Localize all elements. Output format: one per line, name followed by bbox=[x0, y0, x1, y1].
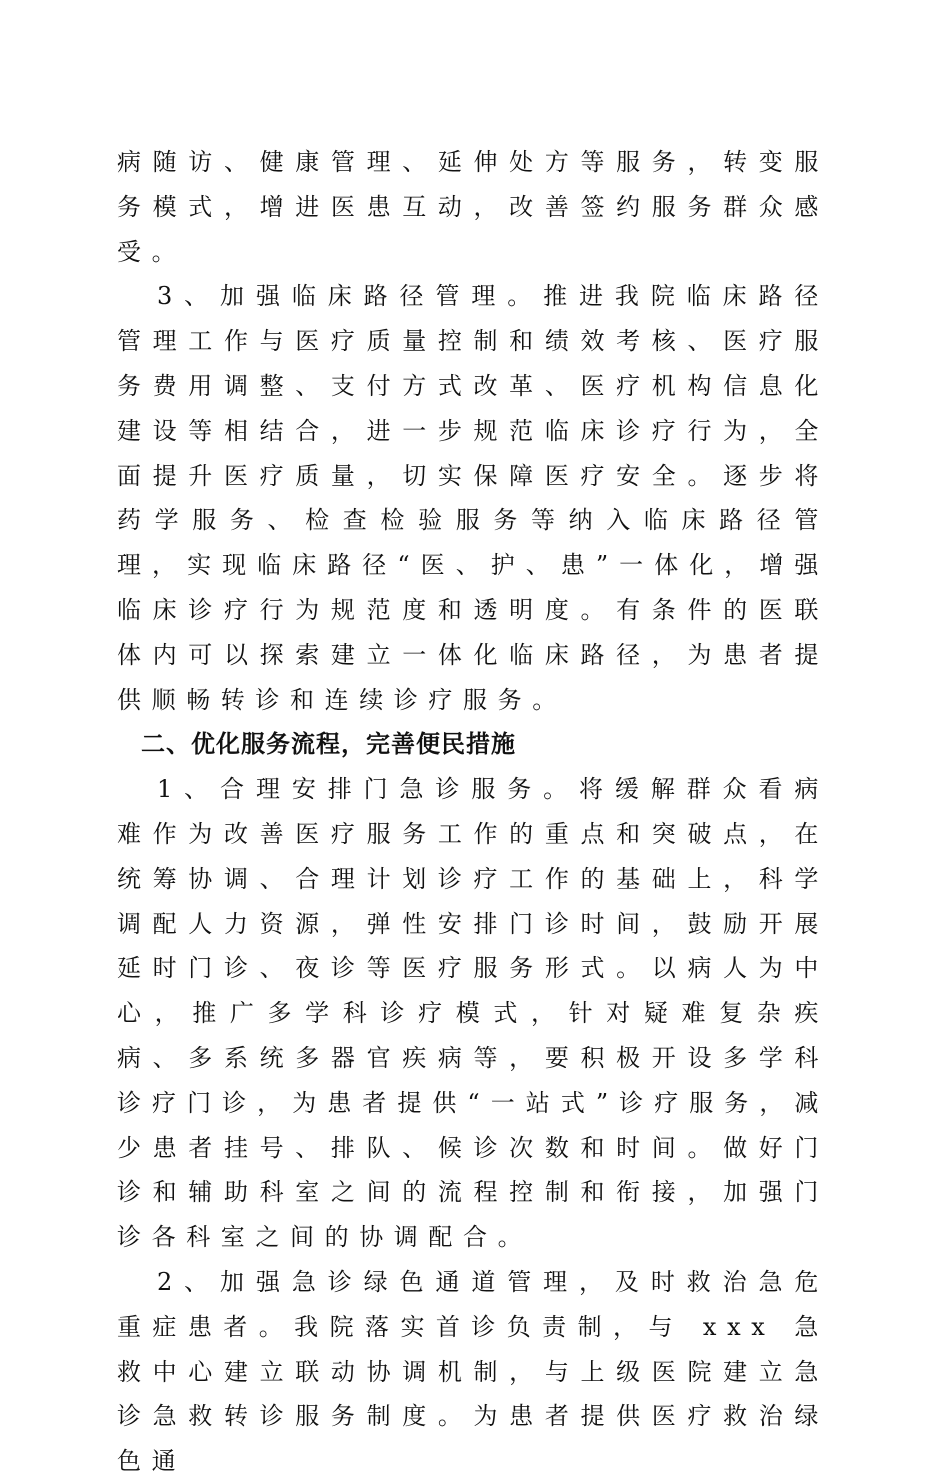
document-page bbox=[117, 140, 829, 1484]
paragraph-green-channel: 2、加强急诊绿色通道管理，及时救治急危重症患者。我院落实首诊负责制，与 xxx 急救中心建立联动协调机制，与上级医院建立急诊急救转诊服务制度。为患者提供医疗救治绿色通 bbox=[117, 1267, 829, 1476]
section-heading-optimize-service: 二、优化服务流程，完善便民措施 bbox=[141, 730, 516, 759]
paragraph-followup-services: 病随访、健康管理、延伸处方等服务，转变服务模式，增进医患互动，改善签约服务群众感受。 bbox=[117, 148, 829, 266]
paragraph-clinical-pathway: 3、加强临床路径管理。推进我院临床路径管理工作与医疗质量控制和绩效考核、医疗服务费用调整、支付方式改革、医疗机构信息化建设等相结合，进一步规范临床诊疗行为，全面提升医疗质量，切实保障医疗安全。逐步将药学服务、检查检验服务等纳入临床路径管理，实现临床路径“医、护、患”一体化，增强临床诊疗行为规范度和透明度。有条件的医联体内可以探索建立一体化临床路径，为患者提供顺畅转诊和连续诊疗服务。 bbox=[117, 282, 829, 714]
paragraph-outpatient-emergency: 1、合理安排门急诊服务。将缓解群众看病难作为改善医疗服务工作的重点和突破点，在统筹协调、合理计划诊疗工作的基础上，科学调配人力资源，弹性安排门诊时间，鼓励开展延时门诊、夜诊等医疗服务形式。以病人为中心，推广多学科诊疗模式，针对疑难复杂疾病、多系统多器官疾病等，要积极开设多学科诊疗门诊，为患者提供“一站式”诊疗服务，减少患者挂号、排队、候诊次数和时间。做好门诊和辅助科室之间的流程控制和衔接，加强门诊各科室之间的协调配合。 bbox=[117, 775, 829, 1252]
